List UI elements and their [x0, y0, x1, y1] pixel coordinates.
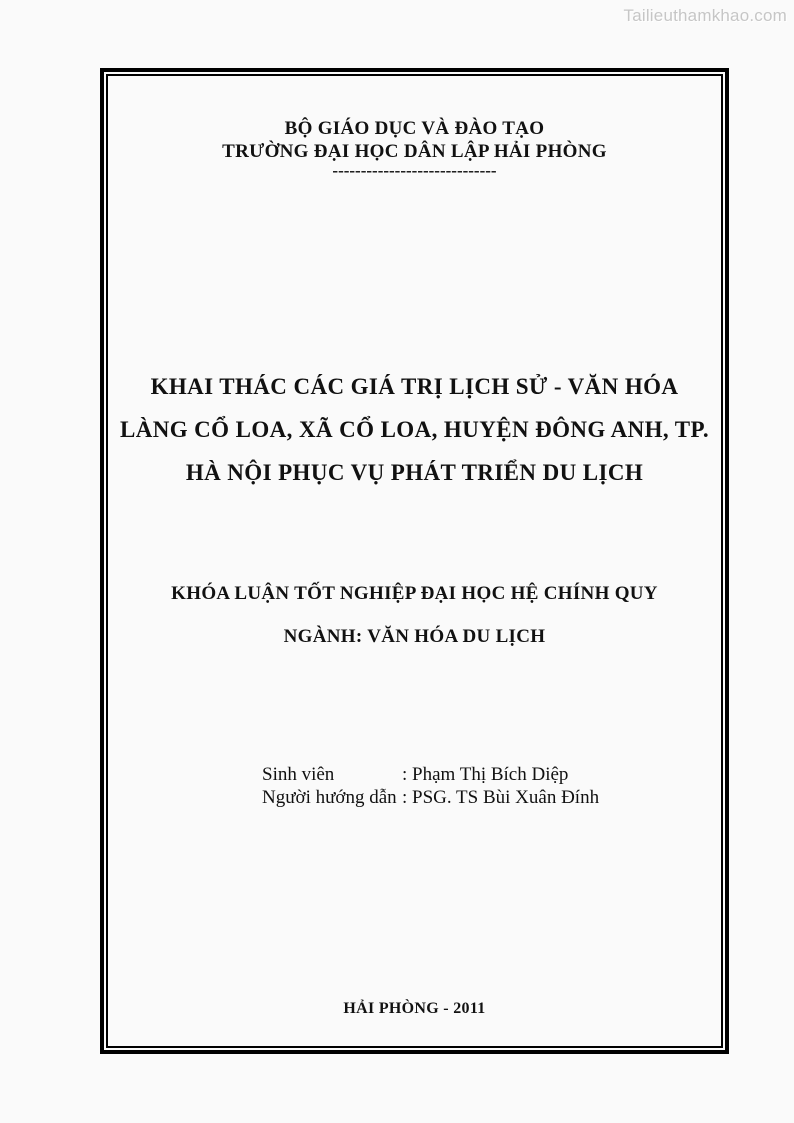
advisor-row	[262, 786, 599, 809]
people-section	[262, 763, 599, 809]
institution-header	[104, 117, 725, 178]
cover-border-inner-rule	[106, 74, 723, 1048]
degree-section	[104, 572, 725, 658]
thesis-title-line-3: HÀ NỘI PHỤC VỤ PHÁT TRIỂN DU LỊCH	[185, 460, 644, 485]
footer-section	[104, 1000, 725, 1018]
student-name: : Phạm Thị Bích Diệp	[402, 764, 569, 785]
student-row	[262, 763, 599, 786]
student-label: Sinh viên	[262, 764, 335, 785]
thesis-type: KHÓA LUẬN TỐT NGHIỆP ĐẠI HỌC HỆ CHÍNH QUY	[171, 583, 658, 604]
dashed-divider: -----------------------------	[332, 161, 497, 180]
major-line: NGÀNH: VĂN HÓA DU LỊCH	[283, 626, 546, 647]
advisor-name: : PSG. TS Bùi Xuân Đính	[402, 787, 600, 808]
advisor-label: Người hướng dẫn	[262, 787, 397, 808]
cover-border-frame	[100, 68, 729, 1054]
thesis-title-line-2: LÀNG CỔ LOA, XÃ CỔ LOA, HUYỆN ĐÔNG ANH, TP.	[119, 417, 710, 442]
ministry-name: BỘ GIÁO DỤC VÀ ĐÀO TẠO	[284, 118, 545, 139]
thesis-title-line-1: KHAI THÁC CÁC GIÁ TRỊ LỊCH SỬ - VĂN HÓA	[150, 374, 679, 399]
thesis-title	[104, 365, 725, 494]
site-watermark: Tailieuthamkhao.com	[623, 6, 787, 25]
place-year: HẢI PHÒNG - 2011	[343, 1000, 486, 1017]
university-name: TRƯỜNG ĐẠI HỌC DÂN LẬP HẢI PHÒNG	[222, 141, 607, 162]
